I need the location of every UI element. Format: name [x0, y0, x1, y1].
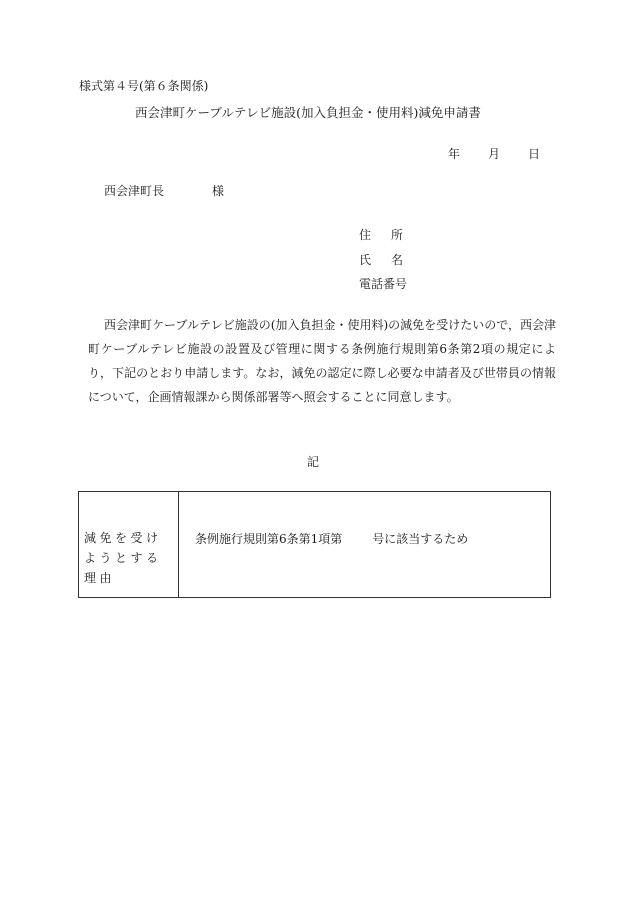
reason-value-suffix: 号に該当するため [372, 532, 469, 546]
reason-value-prefix: 条例施行規則第6条第1項第 [195, 532, 343, 546]
ki-heading: 記 [307, 455, 320, 469]
applicant-name-label: 氏名 [359, 253, 424, 267]
addressee-honorific: 様 [212, 184, 225, 198]
date-year-label: 年 [448, 147, 461, 161]
reason-value-cell [195, 530, 468, 547]
application-body-text: 西会津町ケーブルテレビ施設の(加入負担金・使用料)の減免を受けたいので，西会津町ケーブルテレビ施設の設置及び管理に関する条例施行規則第6条第2項の規定により，下記のとおり申請します。なお，減免の認定に際し必要な申請者及び世帯員の情報について，企画情報課から関係部署等へ照会することに同意します。 [88, 318, 556, 404]
applicant-address-label: 住所 [359, 228, 424, 242]
document-title: 西会津町ケーブルテレビ施設(加入負担金・使用料)減免申請書 [135, 105, 481, 120]
date-line [448, 148, 540, 160]
date-month-label: 月 [488, 147, 501, 161]
form-number: 様式第４号(第６条関係) [79, 79, 209, 93]
addressee [104, 185, 224, 197]
applicant-phone-label: 電話番号 [359, 277, 408, 291]
table-divider [178, 492, 179, 597]
addressee-name: 西会津町長 [104, 184, 165, 198]
date-day-label: 日 [528, 147, 541, 161]
reason-label-cell: 減免を受けようとする理由 [84, 531, 162, 585]
reason-table [78, 491, 551, 598]
